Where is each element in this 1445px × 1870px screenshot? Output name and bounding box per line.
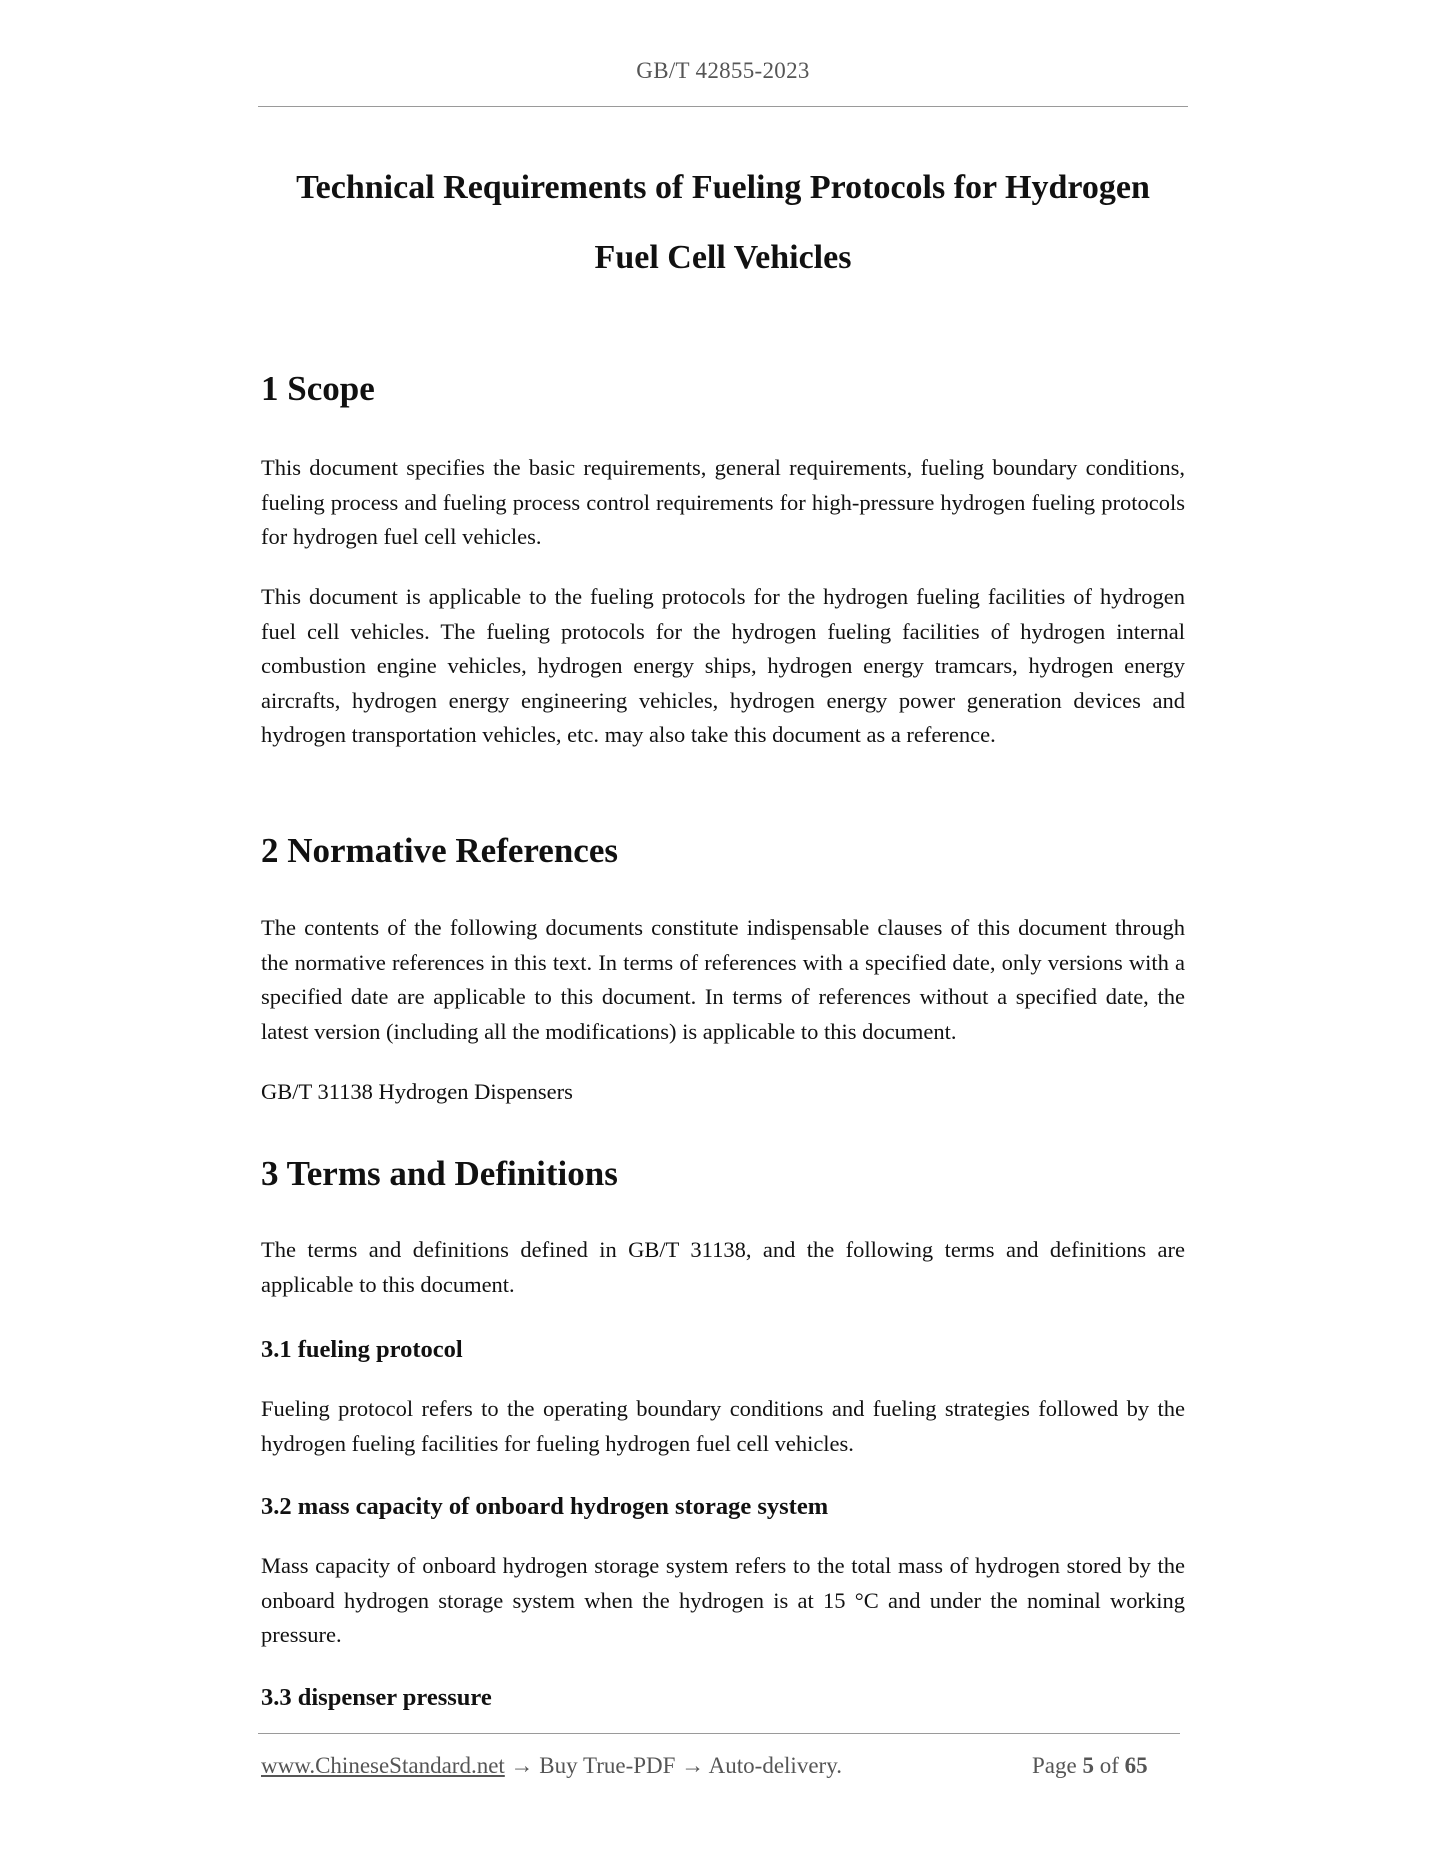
footer-delivery-text: Auto-delivery. xyxy=(708,1753,842,1778)
section-heading-normative-references: 2 Normative References xyxy=(261,831,618,870)
normative-reference-item: GB/T 31138 Hydrogen Dispensers xyxy=(261,1079,573,1104)
header-divider xyxy=(258,106,1188,107)
section-heading-scope: 1 Scope xyxy=(261,369,375,408)
term-definition-3-2: Mass capacity of onboard hydrogen storage system refers to the total mass of hydrogen stored by the onboard hydrogen storage system when the hydrogen is at 15 °C and under the nominal working pressure. xyxy=(261,1553,1185,1647)
scope-paragraph-1: This document specifies the basic requirements, general requirements, fueling boundary conditions, fueling process and fueling process control requirements for high-pressure hydrogen fueling protocols for hydrogen fuel cell vehicles. xyxy=(261,455,1185,549)
term-heading-3-3: 3.3 dispenser pressure xyxy=(261,1684,492,1711)
footer-page-indicator xyxy=(1032,1753,1148,1779)
footer-promo xyxy=(261,1753,842,1779)
terms-intro-paragraph: The terms and definitions defined in GB/T 31138, and the following terms and definitions are applicable to this document. xyxy=(261,1237,1185,1297)
of-label: of xyxy=(1099,1753,1119,1778)
footer-arrow-icon: → xyxy=(510,1753,534,1778)
footer-buy-text: Buy True-PDF xyxy=(539,1753,676,1778)
section-heading-terms-definitions: 3 Terms and Definitions xyxy=(261,1154,618,1193)
footer-divider xyxy=(258,1733,1180,1734)
header-standard-code: GB/T 42855-2023 xyxy=(636,58,810,83)
page-label: Page xyxy=(1032,1753,1077,1778)
scope-paragraph-2: This document is applicable to the fueling protocols for the hydrogen fueling facilities of hydrogen fuel cell vehicles. The fueling protocols for the hydrogen fueling facilities of hydrogen internal combustion engine vehicles, hydrogen energy ships, hydrogen energy tramcars, hydrogen energy aircrafts, hydrogen energy engineering vehicles, hydrogen energy power generation devices and hydrogen transportation vehicles, etc. may also take this document as a reference. xyxy=(261,584,1185,747)
document-title xyxy=(258,153,1188,293)
page-number: 5 xyxy=(1082,1753,1094,1778)
term-heading-3-1: 3.1 fueling protocol xyxy=(261,1336,463,1363)
term-heading-3-2: 3.2 mass capacity of onboard hydrogen storage system xyxy=(261,1493,829,1520)
normative-paragraph-1: The contents of the following documents constitute indispensable clauses of this document through the normative references in this text. In terms of references with a specified date, only versions with a specified date are applicable to this document. In terms of references without a specified date, the latest version (including all the modifications) is applicable to this document. xyxy=(261,915,1185,1044)
footer-site-link[interactable]: www.ChineseStandard.net xyxy=(261,1753,505,1778)
page-total: 65 xyxy=(1124,1753,1148,1778)
footer-arrow-icon: → xyxy=(681,1753,705,1778)
term-definition-3-1: Fueling protocol refers to the operating boundary conditions and fueling strategies followed by the hydrogen fueling facilities for fueling hydrogen fuel cell vehicles. xyxy=(261,1396,1185,1456)
document-title-line-2: Fuel Cell Vehicles xyxy=(594,239,852,276)
document-title-line-1: Technical Requirements of Fueling Protocols for Hydrogen xyxy=(296,169,1150,206)
